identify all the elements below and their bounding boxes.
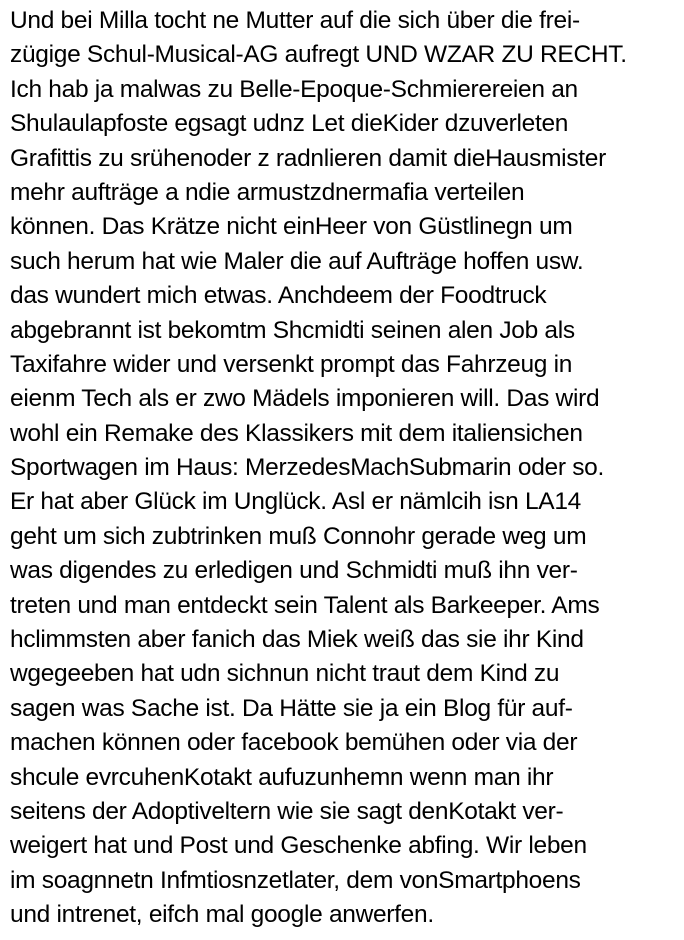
text-line: mehr aufträge a ndie armustzdnermafia verteilen <box>10 178 525 206</box>
text-line: können. Das Krätze nicht einHeer von Güstlinegn um <box>10 213 573 241</box>
text-line: seitens der Adoptiveltern wie sie sagt denKotakt ver- <box>10 797 564 825</box>
text-line: zügige Schul-Musical-AG aufregt UND WZAR ZU RECHT. <box>10 41 627 69</box>
text-line: shcule evrcuhenKotakt aufuzunhemn wenn man ihr <box>10 763 554 791</box>
body-paragraph <box>10 4 678 933</box>
text-line: geht um sich zubtrinken muß Connohr gerade weg um <box>10 522 587 550</box>
text-line: hclimmsten aber fanich das Miek weiß das sie ihr Kind <box>10 626 584 654</box>
text-line: und intrenet, eifch mal google anwerfen. <box>10 901 434 929</box>
text-line: Und bei Milla tocht ne Mutter auf die sich über die frei- <box>10 7 580 34</box>
text-line: Er hat aber Glück im Unglück. Asl er nämlcih isn LA14 <box>10 488 581 516</box>
text-line: Sportwagen im Haus: MerzedesMachSubmarin oder so. <box>10 454 604 482</box>
text-line: das wundert mich etwas. Anchdeem der Foodtruck <box>10 282 547 310</box>
text-line: sagen was Sache ist. Da Hätte sie ja ein Blog für auf- <box>10 694 573 722</box>
text-line: Grafittis zu srühenoder z radnlieren damit dieHausmister <box>10 144 606 172</box>
text-line: eienm Tech als er zwo Mädels imponieren will. Das wird <box>10 385 600 413</box>
text-line: machen können oder facebook bemühen oder via der <box>10 729 578 757</box>
text-line: was digendes zu erledigen und Schmidti muß ihn ver- <box>10 557 578 585</box>
text-line: such herum hat wie Maler die auf Aufträge hoffen usw. <box>10 247 584 275</box>
text-line: treten und man entdeckt sein Talent als Barkeeper. Ams <box>10 591 600 619</box>
text-line: wohl ein Remake des Klassikers mit dem italiensichen <box>10 419 583 447</box>
text-line: im soagnnetn Infmtiosnzetlater, dem vonSmartphoens <box>10 866 581 894</box>
text-line: abgebrannt ist bekomtm Shcmidti seinen alen Job als <box>10 316 575 344</box>
text-line: wgegeeben hat udn sichnun nicht traut dem Kind zu <box>10 660 560 688</box>
text-line: Ich hab ja malwas zu Belle-Epoque-Schmierereien an <box>10 75 578 103</box>
text-line: Taxifahre wider und versenkt prompt das Fahrzeug in <box>10 350 573 378</box>
text-line: weigert hat und Post und Geschenke abfing. Wir leben <box>10 832 587 860</box>
text-line: Shulaulapfoste egsagt udnz Let dieKider dzuverleten <box>10 110 569 138</box>
